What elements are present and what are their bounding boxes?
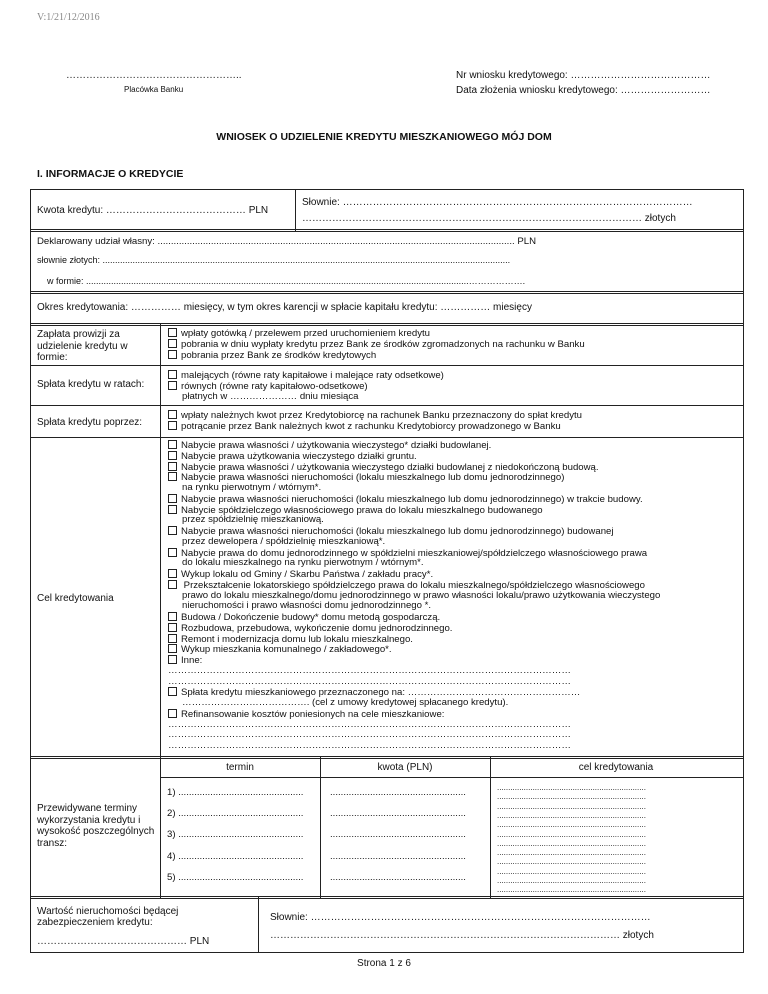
purpose-label: Cel kredytowania [37,593,114,604]
section-title: I. INFORMACJE O KREDYCIE [37,168,184,180]
tranche-purpose-line[interactable]: ................................................................... [497,848,646,858]
purpose-line[interactable]: Nabycie prawa własności nieruchomości (lokalu mieszkalnego lub domu jednorodzinnego) budowanej [168,526,614,538]
purpose-line[interactable]: Spłata kredytu mieszkaniowego przeznaczonego na: ……………………………………………… [168,687,580,699]
page-title: WNIOSEK O UDZIELENIE KREDYTU MIESZKANIOWEGO MÓJ DOM [216,131,552,143]
checkbox[interactable] [168,339,177,348]
checkbox[interactable] [168,687,177,696]
collateral-value-field[interactable]: ……………………………………… PLN [37,936,210,947]
tranche-amount-2[interactable]: ................................................... [330,808,466,819]
checkbox[interactable] [168,580,177,589]
commission-option-1[interactable]: wpłaty gotówką / przelewem przed uruchomieniem kredytu [168,328,430,340]
loan-amount-words-line2[interactable]: ………………………………………………………………………………………… złotych [302,213,676,224]
checkbox[interactable] [168,655,177,664]
purpose-line: prawo do lokalu mieszkalnego/domu jednorodzinnego w prawo własności lokalu/prawo użytkowania wieczystego [182,589,661,601]
checkbox[interactable] [168,350,177,359]
page-number: Strona 1 z 6 [357,958,411,969]
installments-label: Spłata kredytu w ratach: [37,379,145,390]
purpose-line[interactable]: Przekształcenie lokatorskiego spółdzielczego prawa do lokalu mieszkalnego/spółdzielczego własnościowego [168,580,645,592]
repayment-option-2[interactable]: potrącanie przez Bank należnych kwot z rachunku Kredytobiorcy prowadzonego w Banku [168,421,561,433]
checkbox[interactable] [168,472,177,481]
installments-option-1[interactable]: malejących (równe raty kapitałowe i malejące raty odsetkowe) [168,370,444,382]
application-date-field[interactable]: Data złożenia wniosku kredytowego: ……………………… [456,85,711,96]
tranche-amount-4[interactable]: ................................................... [330,851,466,862]
repayment-option-1[interactable]: wpłaty należnych kwot przez Kredytobiorcę na rachunek Banku przeznaczony do spłat kredytu [168,410,582,422]
loan-amount-words-field[interactable]: Słownie: …………………………………………………………………………………………… [302,197,693,208]
commission-label: Zapłata prowizji za udzielenie kredytu w formie: [37,329,128,363]
purpose-line: …………………………………. (cel z umowy kredytowej spłacanego kredytu). [182,697,509,708]
own-contribution-form-field[interactable]: w formie: .........................................................................................................................................................………………. [47,276,526,286]
tranche-term-5[interactable]: 5) ............................................... [167,872,304,883]
tranche-amount-1[interactable]: ................................................... [330,787,466,798]
checkbox[interactable] [168,462,177,471]
purpose-line: przez dewelopera / spółdzielnię mieszkaniową*. [182,535,386,547]
purpose-line[interactable]: Remont i modernizacja domu lub lokalu mieszkalnego. [168,634,413,646]
purpose-line: przez spółdzielnię mieszkaniową. [182,514,324,526]
installments-option-2[interactable]: równych (równe raty kapitałowo-odsetkowe) [168,381,368,393]
checkbox[interactable] [168,410,177,419]
branch-field[interactable]: …………………………………………….. [66,70,242,81]
column-term: termin [226,762,254,773]
collateral-words-line2[interactable]: …………………………………………………………………………………………… złotych [270,930,654,941]
checkbox[interactable] [168,644,177,653]
column-purpose: cel kredytowania [578,762,654,773]
purpose-line[interactable]: Nabycie prawa użytkowania wieczystego działki gruntu. [168,451,417,463]
tranche-purpose-line[interactable]: ................................................................... [497,792,646,802]
installments-due-day-field[interactable]: płatnych w ………………… dniu miesiąca [182,391,359,402]
collateral-words-field[interactable]: Słownie: ………………………………………………………………………………………… [270,912,651,923]
branch-label: Placówka Banku [124,85,184,94]
own-contribution-field[interactable]: Deklarowany udział własny: ...................................................................................................................................... PLN [37,236,537,247]
purpose-line[interactable]: Nabycie prawa własności / użytkowania wieczystego* działki budowlanej. [168,440,491,452]
purpose-line[interactable]: Inne: [168,655,202,667]
tranche-term-3[interactable]: 3) ............................................... [167,829,304,840]
purpose-line[interactable]: Nabycie spółdzielczego własnościowego prawa do lokalu mieszkalnego budowanego [168,505,543,517]
purpose-line: ……………………………………………………………………………………………………………… [168,718,571,730]
loan-amount-field[interactable]: Kwota kredytu: …………………………………… PLN [37,205,269,216]
tranche-purpose-line[interactable]: ................................................................... [497,876,646,885]
checkbox[interactable] [168,526,177,535]
tranche-purpose-line[interactable]: ................................................................... [497,838,646,848]
purpose-line: na rynku pierwotnym / wtórnym*. [182,482,322,493]
checkbox[interactable] [168,709,177,718]
tranche-purpose-line[interactable]: ................................................................... [497,885,646,895]
purpose-line: ……………………………………………………………………………………………………………… [168,740,571,751]
checkbox[interactable] [168,421,177,430]
purpose-line[interactable]: Rozbudowa, przebudowa, wykończenie domu jednorodzinnego. [168,623,452,635]
version-stamp: V:1/21/12/2016 [37,12,100,23]
purpose-line: ……………………………………………………………………………………………………………… [168,729,571,741]
purpose-line[interactable]: Refinansowanie kosztów poniesionych na cele mieszkaniowe: [168,709,444,721]
checkbox[interactable] [168,634,177,643]
purpose-line[interactable]: Nabycie prawa do domu jednorodzinnego w spółdzielni mieszkaniowej/spółdzielczego własnościowego prawa [168,548,647,560]
tranche-purpose-line[interactable]: ................................................................... [497,783,646,792]
purpose-line: nieruchomości i prawo własności domu jednorodzinnego *. [182,600,432,612]
tranche-purpose-line[interactable]: ................................................................... [497,801,646,811]
column-amount: kwota (PLN) [377,762,433,773]
tranches-label: Przewidywane terminy wykorzystania kredytu i wysokość poszczególnych transz: [37,803,155,849]
checkbox[interactable] [168,370,177,379]
commission-option-3[interactable]: pobrania przez Bank ze środków kredytowych [168,350,376,362]
purpose-line: do lokalu mieszkalnego na rynku pierwotnym / wtórnym*. [182,557,424,569]
checkbox[interactable] [168,451,177,460]
purpose-line[interactable]: Nabycie prawa własności / użytkowania wieczystego działki budowlanej z niedokończoną budową. [168,462,599,474]
checkbox[interactable] [168,381,177,390]
checkbox[interactable] [168,440,177,449]
checkbox[interactable] [168,569,177,578]
purpose-line: ……………………………………………………………………………………………………………… [168,675,571,687]
own-contribution-words-field[interactable]: słownie złotych: ................................................................................................................................................................... [37,255,511,265]
tranche-purpose-line[interactable]: ................................................................... [497,810,646,820]
tranche-amount-5[interactable]: ................................................... [330,872,466,883]
repayment-label: Spłata kredytu poprzez: [37,417,143,428]
collateral-label: Wartość nieruchomości będącej zabezpieczeniem kredytu: [37,906,179,928]
checkbox[interactable] [168,612,177,621]
tranche-purpose-line[interactable]: ................................................................... [497,829,646,839]
tranche-term-4[interactable]: 4) ............................................... [167,851,304,862]
checkbox[interactable] [168,623,177,632]
application-number-field[interactable]: Nr wniosku kredytowego: …………………………………… [456,70,711,81]
tranche-purpose-line[interactable]: ................................................................... [497,866,646,876]
purpose-line[interactable]: Nabycie prawa własności nieruchomości (lokalu mieszkalnego lub domu jednorodzinnego) w trakcie budowy. [168,494,643,506]
checkbox[interactable] [168,505,177,514]
purpose-line[interactable]: Wykup lokalu od Gminy / Skarbu Państwa / zakładu pracy*. [168,569,433,581]
tranche-purpose-line[interactable]: ................................................................... [497,857,646,867]
tranche-amount-3[interactable]: ................................................... [330,829,466,840]
loan-period-field[interactable]: Okres kredytowania: …………… miesięcy, w tym okres karencji w spłacie kapitału kredytu: …………… miesięcy [37,302,532,313]
checkbox[interactable] [168,494,177,503]
tranche-term-1[interactable]: 1) ............................................... [167,787,304,798]
commission-option-2[interactable]: pobrania w dniu wypłaty kredytu przez Bank ze środków zgromadzonych na rachunku w Banku [168,339,585,351]
purpose-line: ……………………………………………………………………………………………………………… [168,664,571,676]
purpose-line[interactable]: Budowa / Dokończenie budowy* domu metodą gospodarczą. [168,612,440,624]
purpose-line[interactable]: Wykup mieszkania komunalnego / zakładowego*. [168,644,392,656]
tranche-term-2[interactable]: 2) ............................................... [167,808,304,819]
checkbox[interactable] [168,328,177,337]
tranche-purpose-line[interactable]: ................................................................... [497,820,646,830]
purpose-line[interactable]: Nabycie prawa własności nieruchomości (lokalu mieszkalnego lub domu jednorodzinnego) [168,472,564,484]
checkbox[interactable] [168,548,177,557]
